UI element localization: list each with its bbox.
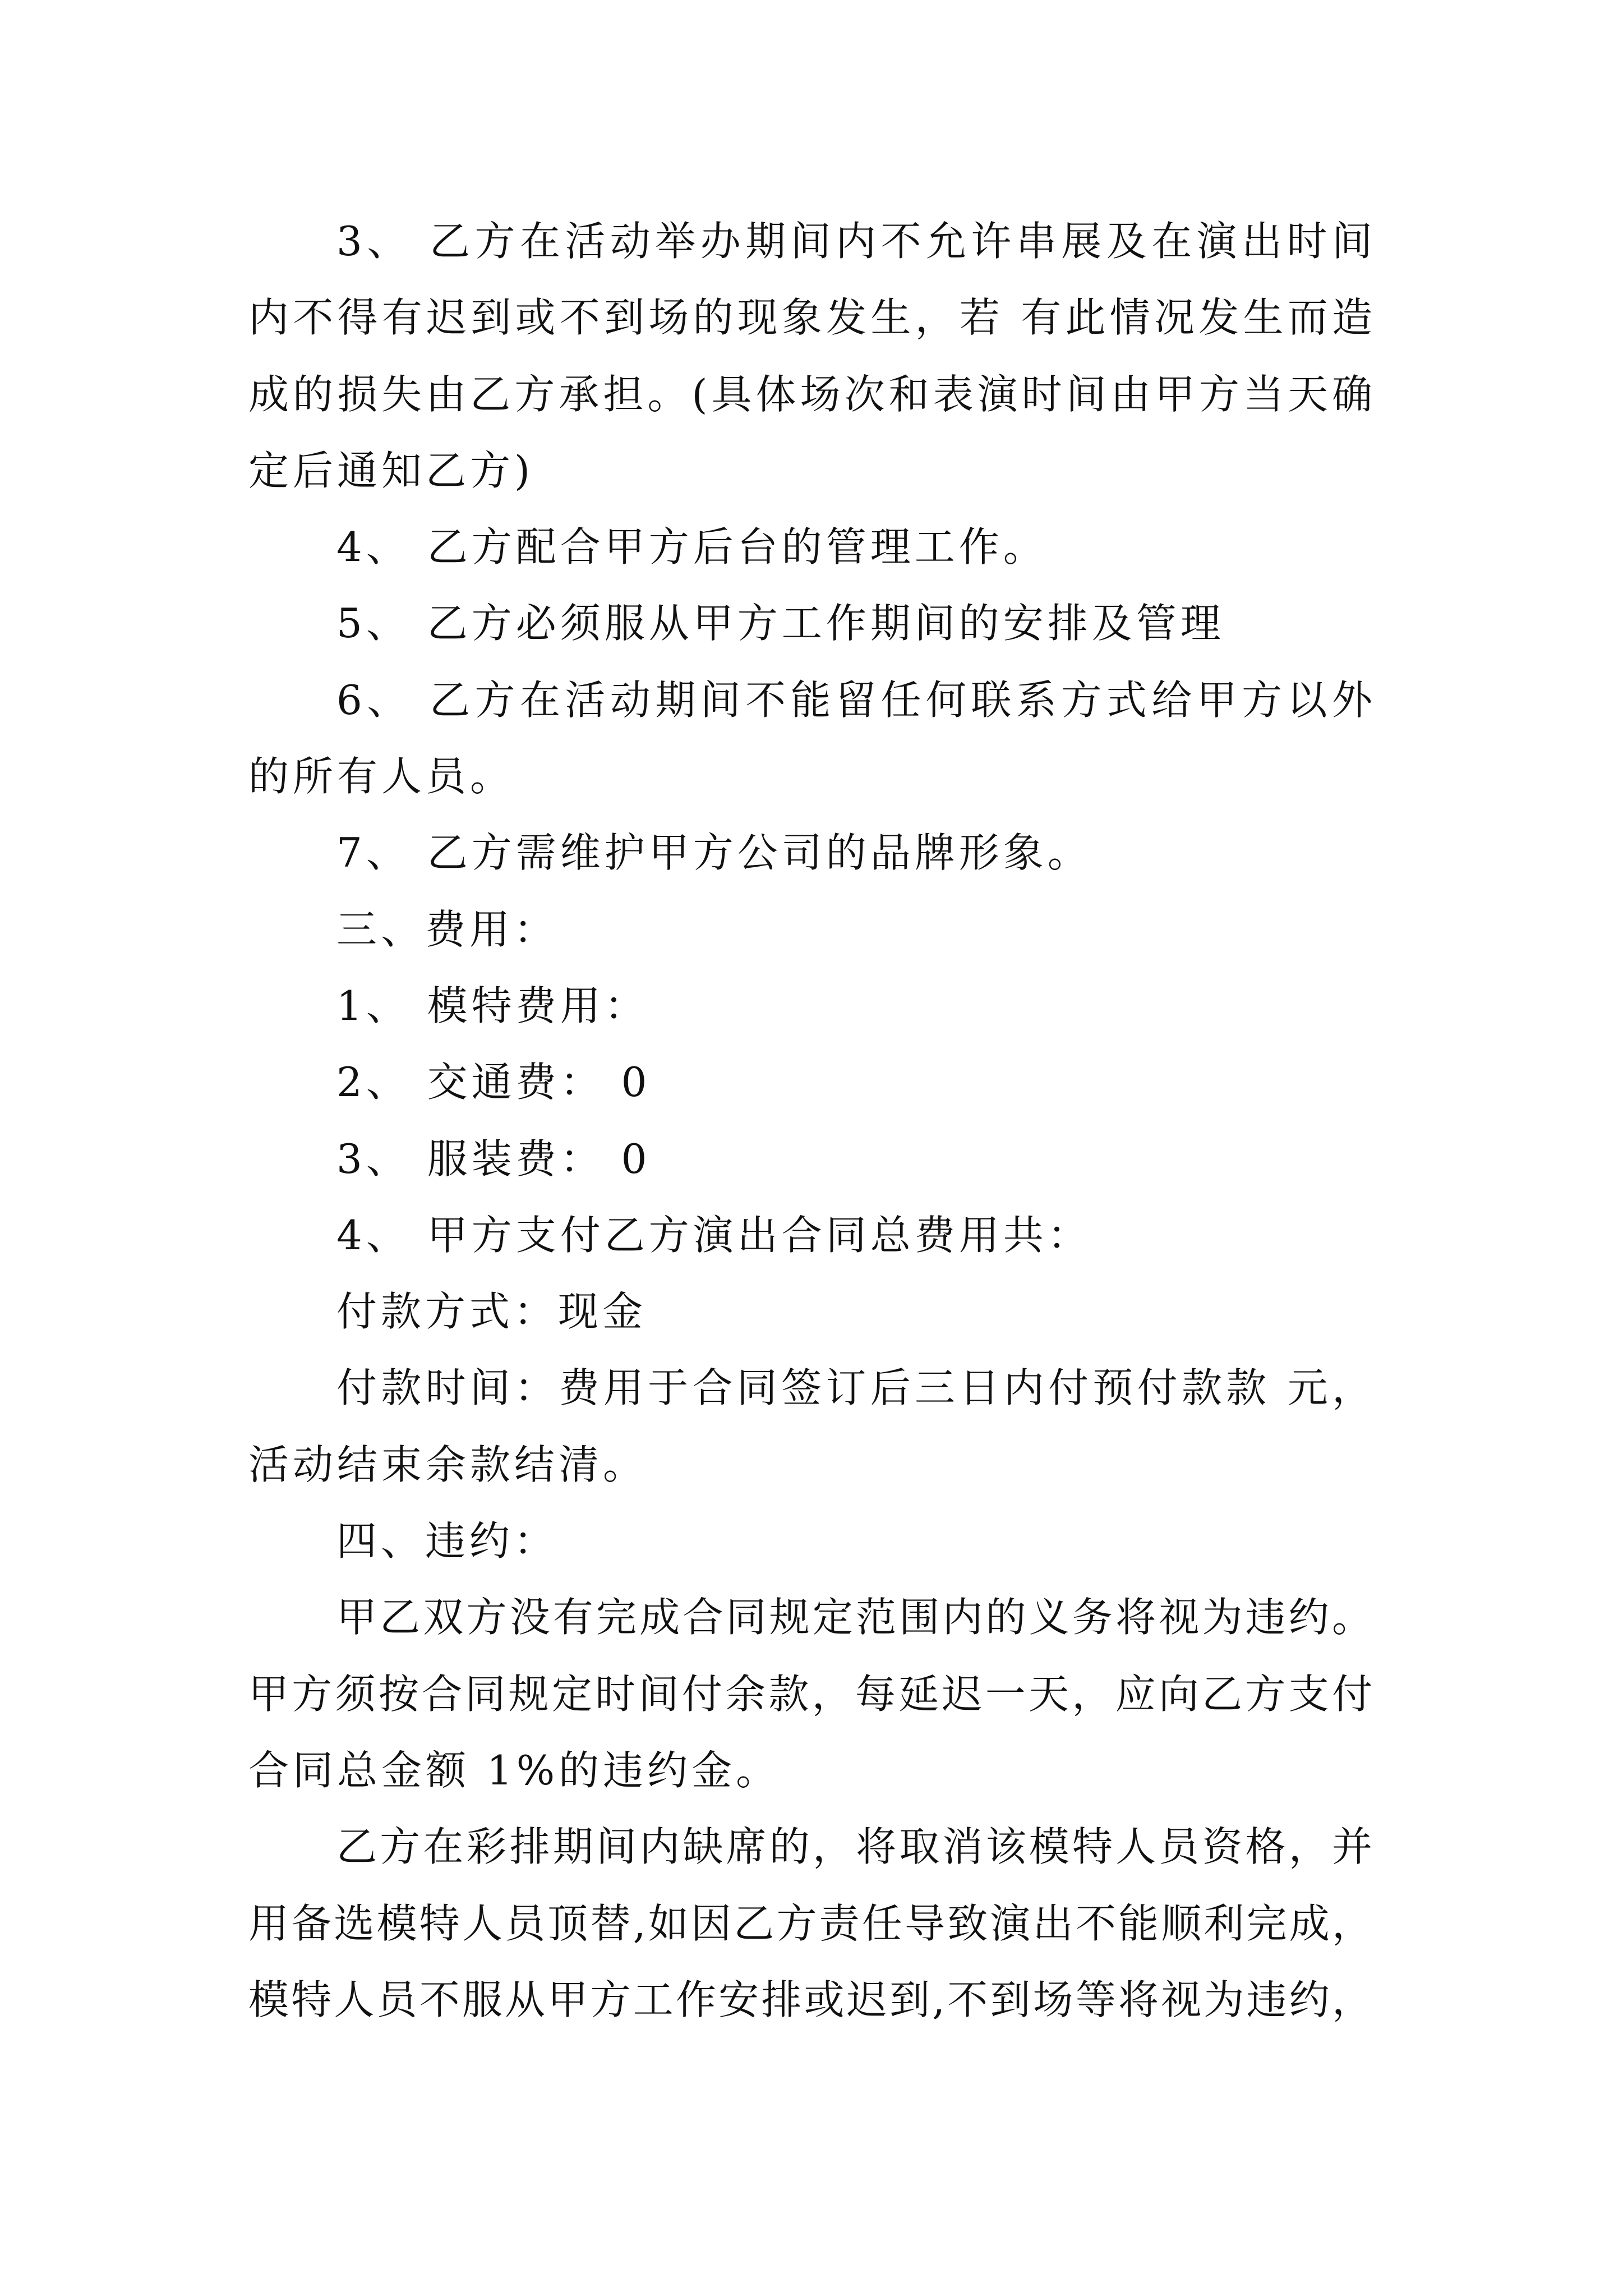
fee-item-2	[248, 1044, 1374, 1120]
fee-item-3	[248, 1121, 1374, 1197]
clause-7	[248, 815, 1374, 891]
payment-method-line: 付款方式：现金	[336, 1288, 647, 1336]
clause-6	[248, 662, 1374, 815]
fee-item-4	[248, 1197, 1374, 1273]
fee-item-2-line: 2、 交通费： 0	[336, 1059, 651, 1106]
fee-item-1	[248, 968, 1374, 1044]
clause-3-line: 内不得有迟到或不到场的现象发生，若 有此情况发生而造	[248, 294, 1374, 342]
breach-paragraph-1	[248, 1579, 1374, 1809]
section-heading-breach	[248, 1503, 1374, 1579]
clause-3-line: 成的损失由乙方承担。(具体场次和表演时间由甲方当天确	[248, 370, 1374, 418]
fee-item-4-line: 4、 甲方支付乙方演出合同总费用共：	[336, 1211, 1092, 1259]
breach-paragraph-2	[248, 1809, 1374, 2038]
clause-4-line: 4、 乙方配合甲方后台的管理工作。	[336, 523, 1048, 571]
payment-method	[248, 1273, 1374, 1350]
section-heading-fees	[248, 891, 1374, 968]
payment-time-line: 付款时间：费用于合同签订后三日内付预付款款 元，	[336, 1364, 1374, 1412]
clause-5	[248, 585, 1374, 661]
breach-paragraph-1-line: 甲方须按合同规定时间付余款，每延迟一天，应向乙方支付	[248, 1670, 1374, 1718]
section-heading-breach-line: 四、违约：	[336, 1517, 559, 1565]
breach-paragraph-2-line: 模特人员不服从甲方工作安排或迟到,不到场等将视为违约，	[248, 1976, 1374, 2023]
document-body	[248, 203, 1374, 2038]
payment-time	[248, 1350, 1374, 1503]
clause-5-line: 5、 乙方必须服从甲方工作期间的安排及管理	[336, 600, 1225, 647]
breach-paragraph-1-line: 甲乙双方没有完成合同规定范围内的义务将视为违约。	[336, 1594, 1374, 1641]
section-heading-fees-line: 三、费用：	[336, 905, 559, 953]
clause-3	[248, 203, 1374, 509]
fee-item-1-line: 1、 模特费用：	[336, 982, 649, 1029]
breach-paragraph-1-line: 合同总金额 1%的违约金。	[248, 1746, 781, 1794]
breach-paragraph-2-line: 用备选模特人员顶替,如因乙方责任导致演出不能顺利完成，	[248, 1899, 1374, 1947]
clause-6-line: 6、 乙方在活动期间不能留任何联系方式给甲方以外	[336, 676, 1374, 724]
clause-3-line: 定后通知乙方)	[248, 447, 534, 494]
breach-paragraph-2-line: 乙方在彩排期间内缺席的，将取消该模特人员资格，并	[336, 1823, 1374, 1871]
clause-7-line: 7、 乙方需维护甲方公司的品牌形象。	[336, 829, 1092, 877]
payment-time-line: 活动结束余款结清。	[248, 1441, 648, 1488]
clause-4	[248, 509, 1374, 585]
clause-6-line: 的所有人员。	[248, 753, 515, 800]
clause-3-line: 3、 乙方在活动举办期间内不允许串展及在演出时间	[336, 218, 1374, 265]
fee-item-3-line: 3、 服装费： 0	[336, 1135, 651, 1182]
